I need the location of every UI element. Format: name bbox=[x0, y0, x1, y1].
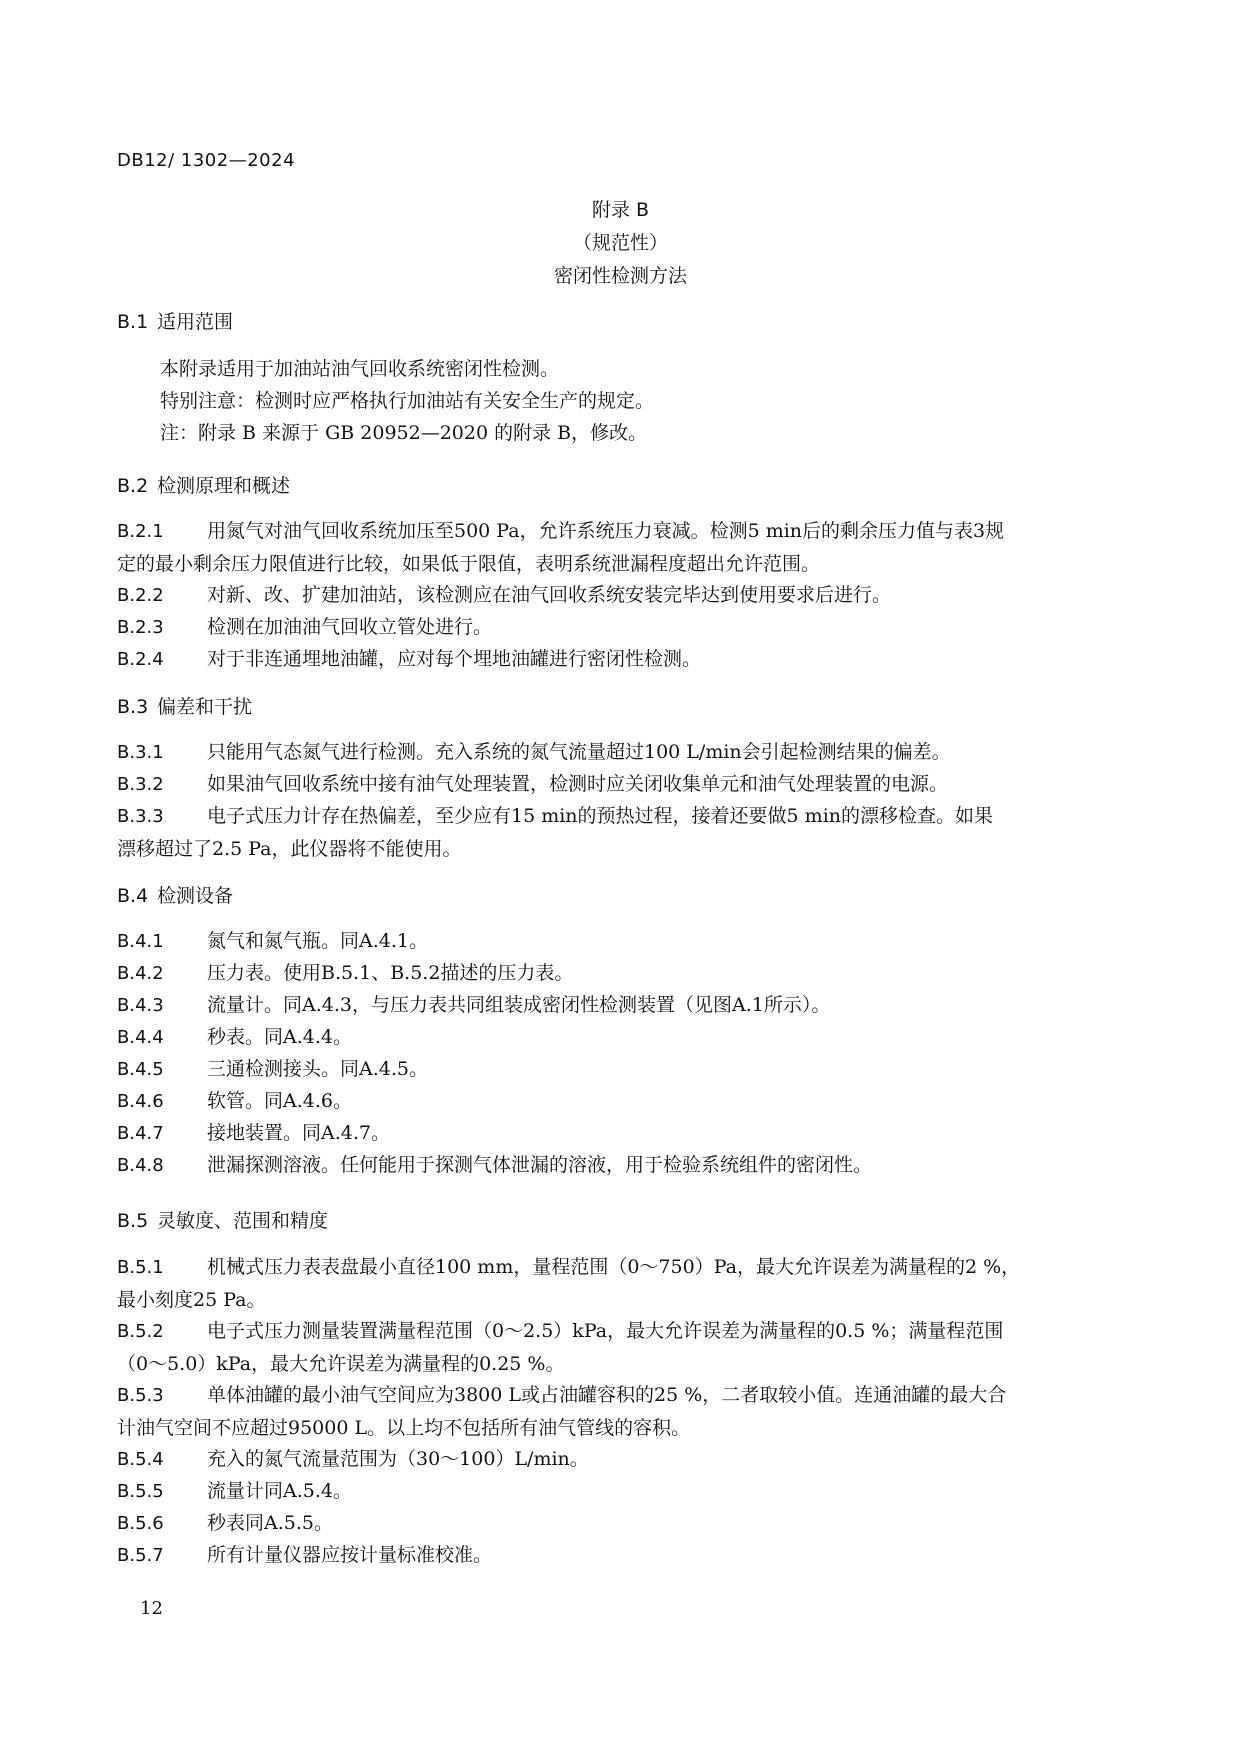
clause-b-4-2 bbox=[117, 957, 1117, 990]
clause-b-5-5 bbox=[117, 1475, 1117, 1508]
clause-number: B.2.4 bbox=[117, 649, 164, 670]
clause-b-4-7 bbox=[117, 1117, 1117, 1150]
clause-text: 电子式压力计存在热偏差，至少应有15 min的预热过程，接着还要做5 min的漂移检查。如果 bbox=[207, 805, 994, 827]
clause-text: 软管。同A.4.6。 bbox=[207, 1090, 352, 1112]
section-title: 检测设备 bbox=[157, 885, 234, 907]
clause-b-5-1 bbox=[117, 1251, 1117, 1316]
clause-text: 对于非连通埋地油罐，应对每个埋地油罐进行密闭性检测。 bbox=[207, 648, 702, 670]
clause-text-continued: 漂移超过了2.5 Pa，此仪器将不能使用。 bbox=[117, 838, 462, 860]
clause-text: 氮气和氮气瓶。同A.4.1。 bbox=[207, 930, 428, 952]
clause-number: B.4.7 bbox=[117, 1123, 164, 1144]
clause-text-continued: 最小刻度25 Pa。 bbox=[117, 1289, 266, 1311]
clause-number: B.5.1 bbox=[117, 1257, 164, 1278]
clause-b-5-4 bbox=[117, 1443, 1117, 1476]
section-heading-b4 bbox=[117, 881, 233, 908]
clause-text: 检测在加油油气回收立管处进行。 bbox=[207, 616, 493, 638]
clause-number: B.5.4 bbox=[117, 1449, 164, 1470]
clause-text: 充入的氮气流量范围为（30～100）L/min。 bbox=[207, 1448, 589, 1470]
clause-text: 机械式压力表表盘最小直径100 mm，量程范围（0～750）Pa，最大允许误差为满量程的2 %， bbox=[207, 1256, 1021, 1278]
section-number: B.3 bbox=[117, 696, 149, 718]
clause-number: B.5.7 bbox=[117, 1545, 164, 1566]
clause-number: B.2.3 bbox=[117, 617, 164, 638]
clause-b-5-6 bbox=[117, 1507, 1117, 1540]
clause-text: 三通检测接头。同A.4.5。 bbox=[207, 1058, 428, 1080]
clause-text-continued: （0～5.0）kPa，最大允许误差为满量程的0.25 %。 bbox=[117, 1353, 565, 1375]
clause-number: B.4.8 bbox=[117, 1155, 164, 1176]
clause-text: 秒表同A.5.5。 bbox=[207, 1512, 333, 1534]
section-heading-b5 bbox=[117, 1206, 328, 1233]
clause-b-4-6 bbox=[117, 1085, 1117, 1118]
section-title: 检测原理和概述 bbox=[157, 475, 291, 497]
clause-number: B.4.5 bbox=[117, 1059, 164, 1080]
section-number: B.4 bbox=[117, 885, 149, 907]
clause-number: B.2.2 bbox=[117, 585, 164, 606]
clause-text: 所有计量仪器应按计量标准校准。 bbox=[207, 1544, 493, 1566]
clause-text: 泄漏探测溶液。任何能用于探测气体泄漏的溶液，用于检验系统组件的密闭性。 bbox=[207, 1154, 873, 1176]
clause-b-3-2 bbox=[117, 768, 1117, 801]
document-id: DB12/ 1302—2024 bbox=[117, 150, 296, 171]
section-number: B.2 bbox=[117, 475, 149, 497]
clause-text: 如果油气回收系统中接有油气处理装置，检测时应关闭收集单元和油气处理装置的电源。 bbox=[207, 773, 949, 795]
page-number: 12 bbox=[140, 1598, 163, 1619]
section-title: 适用范围 bbox=[157, 311, 234, 333]
clause-b-4-8 bbox=[117, 1149, 1117, 1182]
section-heading-b3 bbox=[117, 692, 252, 719]
section-number: B.5 bbox=[117, 1210, 149, 1232]
paragraph: 特别注意：检测时应严格执行加油站有关安全生产的规定。 bbox=[160, 390, 655, 412]
clause-b-4-3 bbox=[117, 989, 1117, 1022]
appendix-title: 密闭性检测方法 bbox=[553, 265, 687, 287]
section-number: B.1 bbox=[117, 311, 149, 333]
clause-text: 压力表。使用B.5.1、B.5.2描述的压力表。 bbox=[207, 962, 574, 984]
section-heading-b1 bbox=[117, 307, 233, 334]
clause-number: B.4.6 bbox=[117, 1091, 164, 1112]
clause-b-2-1 bbox=[117, 515, 1117, 580]
clause-b-2-3 bbox=[117, 611, 1117, 644]
clause-text: 用氮气对油气回收系统加压至500 Pa，允许系统压力衰减。检测5 min后的剩余压力值与表3规 bbox=[207, 520, 1005, 542]
clause-text: 对新、改、扩建加油站，该检测应在油气回收系统安装完毕达到使用要求后进行。 bbox=[207, 584, 892, 606]
clause-number: B.5.2 bbox=[117, 1321, 164, 1342]
clause-b-2-2 bbox=[117, 579, 1117, 612]
clause-number: B.3.2 bbox=[117, 774, 164, 795]
appendix-label: 附录 B bbox=[591, 199, 650, 221]
clause-number: B.3.1 bbox=[117, 742, 164, 763]
clause-text-continued: 定的最小剩余压力限值进行比较，如果低于限值，表明系统泄漏程度超出允许范围。 bbox=[117, 553, 821, 575]
section-title: 偏差和干扰 bbox=[157, 696, 253, 718]
note: 注：附录 B 来源于 GB 20952—2020 的附录 B，修改。 bbox=[160, 422, 648, 444]
paragraph: 本附录适用于加油站油气回收系统密闭性检测。 bbox=[160, 358, 560, 380]
clause-number: B.5.6 bbox=[117, 1513, 164, 1534]
clause-b-5-2 bbox=[117, 1315, 1117, 1380]
section-title: 灵敏度、范围和精度 bbox=[157, 1210, 329, 1232]
clause-b-5-7 bbox=[117, 1539, 1117, 1572]
clause-number: B.4.2 bbox=[117, 963, 164, 984]
clause-text: 单体油罐的最小油气空间应为3800 L或占油罐容积的25 %，二者取较小值。连通油罐的最大合 bbox=[207, 1384, 1007, 1406]
clause-text: 秒表。同A.4.4。 bbox=[207, 1026, 352, 1048]
clause-number: B.4.3 bbox=[117, 995, 164, 1016]
clause-number: B.4.1 bbox=[117, 931, 164, 952]
clause-b-3-3 bbox=[117, 800, 1117, 865]
clause-number: B.5.3 bbox=[117, 1385, 164, 1406]
clause-number: B.2.1 bbox=[117, 521, 164, 542]
clause-number: B.3.3 bbox=[117, 806, 164, 827]
clause-text: 流量计。同A.4.3，与压力表共同组装成密闭性检测装置（见图A.1所示）。 bbox=[207, 994, 831, 1016]
clause-b-4-4 bbox=[117, 1021, 1117, 1054]
clause-text: 流量计同A.5.4。 bbox=[207, 1480, 352, 1502]
section-heading-b2 bbox=[117, 471, 290, 498]
clause-number: B.5.5 bbox=[117, 1481, 164, 1502]
clause-b-2-4 bbox=[117, 643, 1117, 676]
clause-text: 只能用气态氮气进行检测。充入系统的氮气流量超过100 L/min会引起检测结果的偏差。 bbox=[207, 741, 951, 763]
appendix-type: （规范性） bbox=[572, 232, 668, 254]
clause-text-continued: 计油气空间不应超过95000 L。以上均不包括所有油气管线的容积。 bbox=[117, 1417, 691, 1439]
clause-b-5-3 bbox=[117, 1379, 1117, 1444]
clause-number: B.4.4 bbox=[117, 1027, 164, 1048]
clause-text: 电子式压力测量装置满量程范围（0～2.5）kPa，最大允许误差为满量程的0.5 %；满量程范围 bbox=[207, 1320, 1004, 1342]
clause-b-3-1 bbox=[117, 736, 1117, 769]
clause-b-4-1 bbox=[117, 925, 1117, 958]
clause-b-4-5 bbox=[117, 1053, 1117, 1086]
clause-text: 接地装置。同A.4.7。 bbox=[207, 1122, 390, 1144]
